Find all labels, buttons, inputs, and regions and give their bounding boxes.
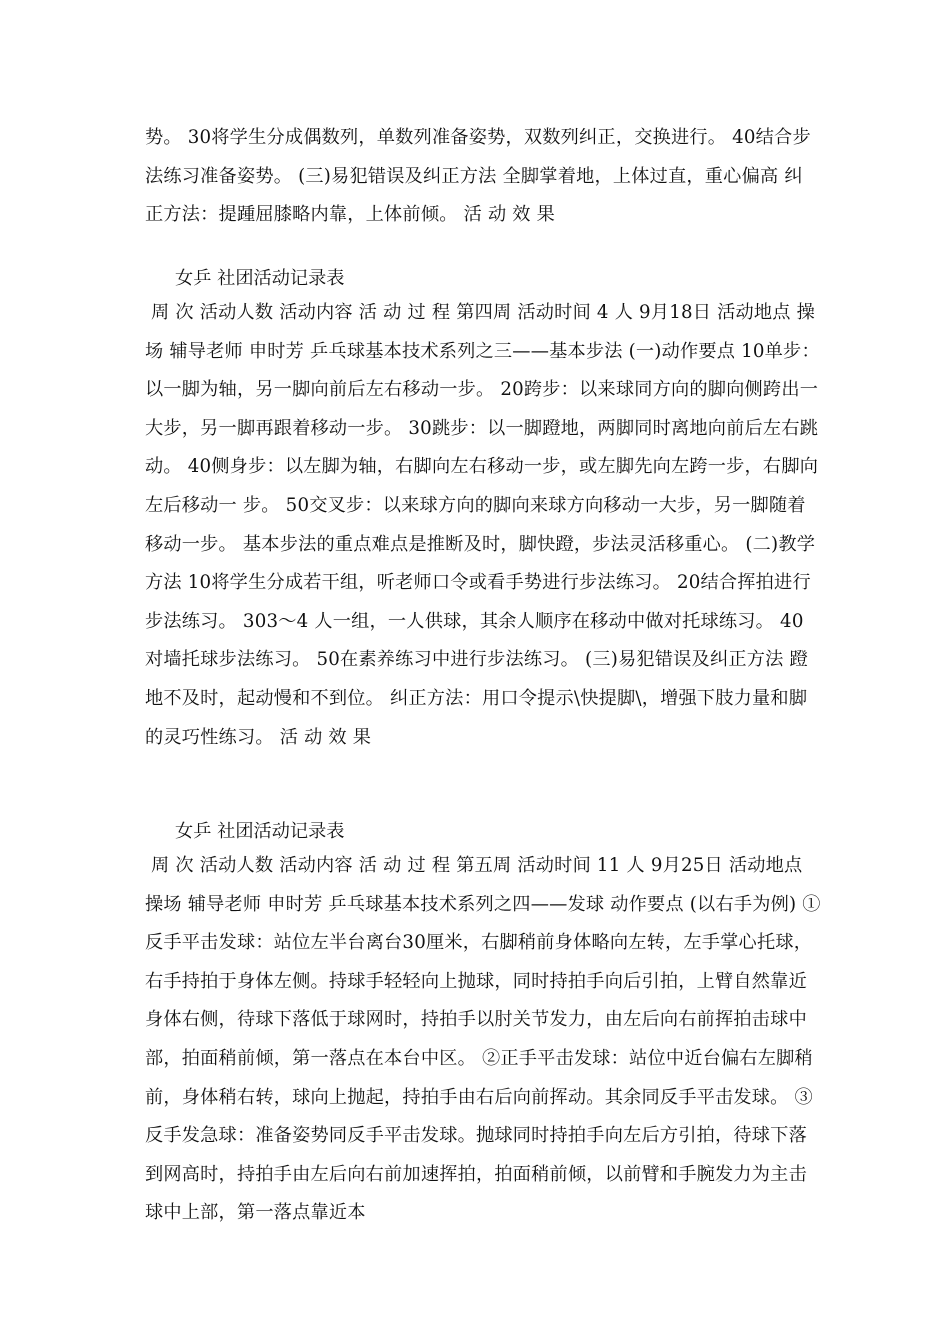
record-body-week4: 周 次 活动人数 活动内容 活 动 过 程 第四周 活动时间 4 人 9月18日 活动地点 操场 辅导老师 申时芳 乒乓球基本技术系列之三——基本步法 (一)动作要点 10单步：以一脚为轴，另一脚向前后左右移动一步。 20跨步：以来球同方向的脚向侧跨出一大步，另一脚再跟着移动一步。 30跳步：以一脚蹬地，两脚同时离地向前后左右跳动。 40侧身步：以左脚为轴，右脚向左右移动一步，或左脚先向左跨一步，右脚向左后移动一 步。 50交叉步：以来球方向的脚向来球方向移动一大步，另一脚随着移动一步。 基本步法的重点难点是推断及时，脚快蹬，步法灵活移重心。 (二)教学方法 10将学生分成若干组，听老师口令或看手势进行步法练习。 20结合挥拍进行步法练习。 303～4 人一组，一人供球，其余人顺序在移动中做对托球练习。 40对墙托球步法练习。 50在素养练习中进行步法练习。 (三)易犯错误及纠正方法 蹬地不及时，起动慢和不到位。 纠正方法：用口令提示\快提脚\，增强下肢力量和脚的灵巧性练习。 活 动 效 果 [145,302,820,748]
record-table-title-week4: 女乒 社团活动记录表 [175,268,345,289]
record-body-week5: 周 次 活动人数 活动内容 活 动 过 程 第五周 活动时间 11 人 9月25日 活动地点 操场 辅导老师 申时芳 乒乓球基本技术系列之四——发球 动作要点 (以右手为例) ①反手平击发球：站位左半台离台30厘米，右脚稍前身体略向左转，左手掌心托球，右手持拍于身体左侧。持球手轻轻向上抛球，同时持拍手向后引拍，上臂自然靠近身体右侧，待球下落低于球网时，持拍手以肘关节发力，由左后向右前挥拍击球中部，拍面稍前倾，第一落点在本台中区。 ②正手平击发球：站位中近台偏右左脚稍前，身体稍右转，球向上抛起，持拍手由右后向前挥动。其余同反手平击发球。 ③反手发急球：准备姿势同反手平击发球。抛球同时持拍手向左后方引拍，待球下落到网高时，持拍手由左后向右前加速挥拍，拍面稍前倾，以前臂和手腕发力为主击球中上部，第一落点靠近本 [145,855,821,1224]
record-table-title-week5: 女乒 社团活动记录表 [175,821,345,842]
record-body-continued: 势。 30将学生分成偶数列，单数列准备姿势，双数列纠正，交换进行。 40结合步法练习准备姿势。 (三)易犯错误及纠正方法 全脚掌着地，上体过直，重心偏高 纠正方法：提踵屈膝略内靠，上体前倾。 活 动 效 果 [145,127,811,226]
